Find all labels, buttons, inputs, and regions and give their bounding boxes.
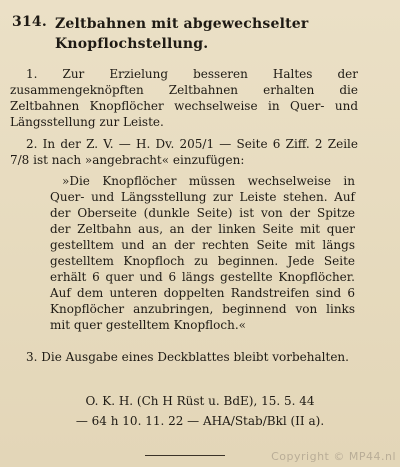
footer-rule: [145, 455, 225, 456]
signature-line-2: — 64 h 10. 11. 22 — AHA/Stab/Bkl (II a).: [75, 414, 325, 428]
copyright-watermark: Copyright © MP44.nl: [271, 450, 396, 463]
paragraph-3: 3. Die Ausgabe eines Deckblattes bleibt vorbehalten.: [26, 350, 349, 364]
paragraph-1: 1. Zur Erzielung besseren Haltes der zusammengeknöpften Zeltbahnen erhalten die Zeltbahnen Knopflöcher wechselweise in Quer- und Längsstellung zur Leiste.: [10, 67, 358, 129]
paragraph-2: 2. In der Z. V. — H. Dv. 205/1 — Seite 6 Ziff. 2 Zeile 7/8 ist nach »angebracht« einzufügen:: [10, 137, 358, 167]
section-title: Zeltbahnen mit abgewechselter Knopflochstellung.: [55, 16, 309, 52]
signature-line-1: O. K. H. (Ch H Rüst u. BdE), 15. 5. 44: [85, 394, 315, 408]
section-number: 314.: [12, 14, 47, 30]
inserted-quote: »Die Knopflöcher müssen wechselweise in Quer- und Längsstellung zur Leiste stehen. Auf der Oberseite (dunkle Seite) ist von der Spitze der Zeltbahn aus, an der linken Seite mit quer gestelltem und an der rechten Seite mit längs gestelltem Knopfloch zu beginnen. Jede Seite erhält 6 quer und 6 längs gestellte Knopflöcher. Auf dem unteren doppelten Randstreifen sind 6 Knopflöcher anzubringen, beginnend von links mit quer gestelltem Knopfloch.«: [50, 174, 355, 332]
